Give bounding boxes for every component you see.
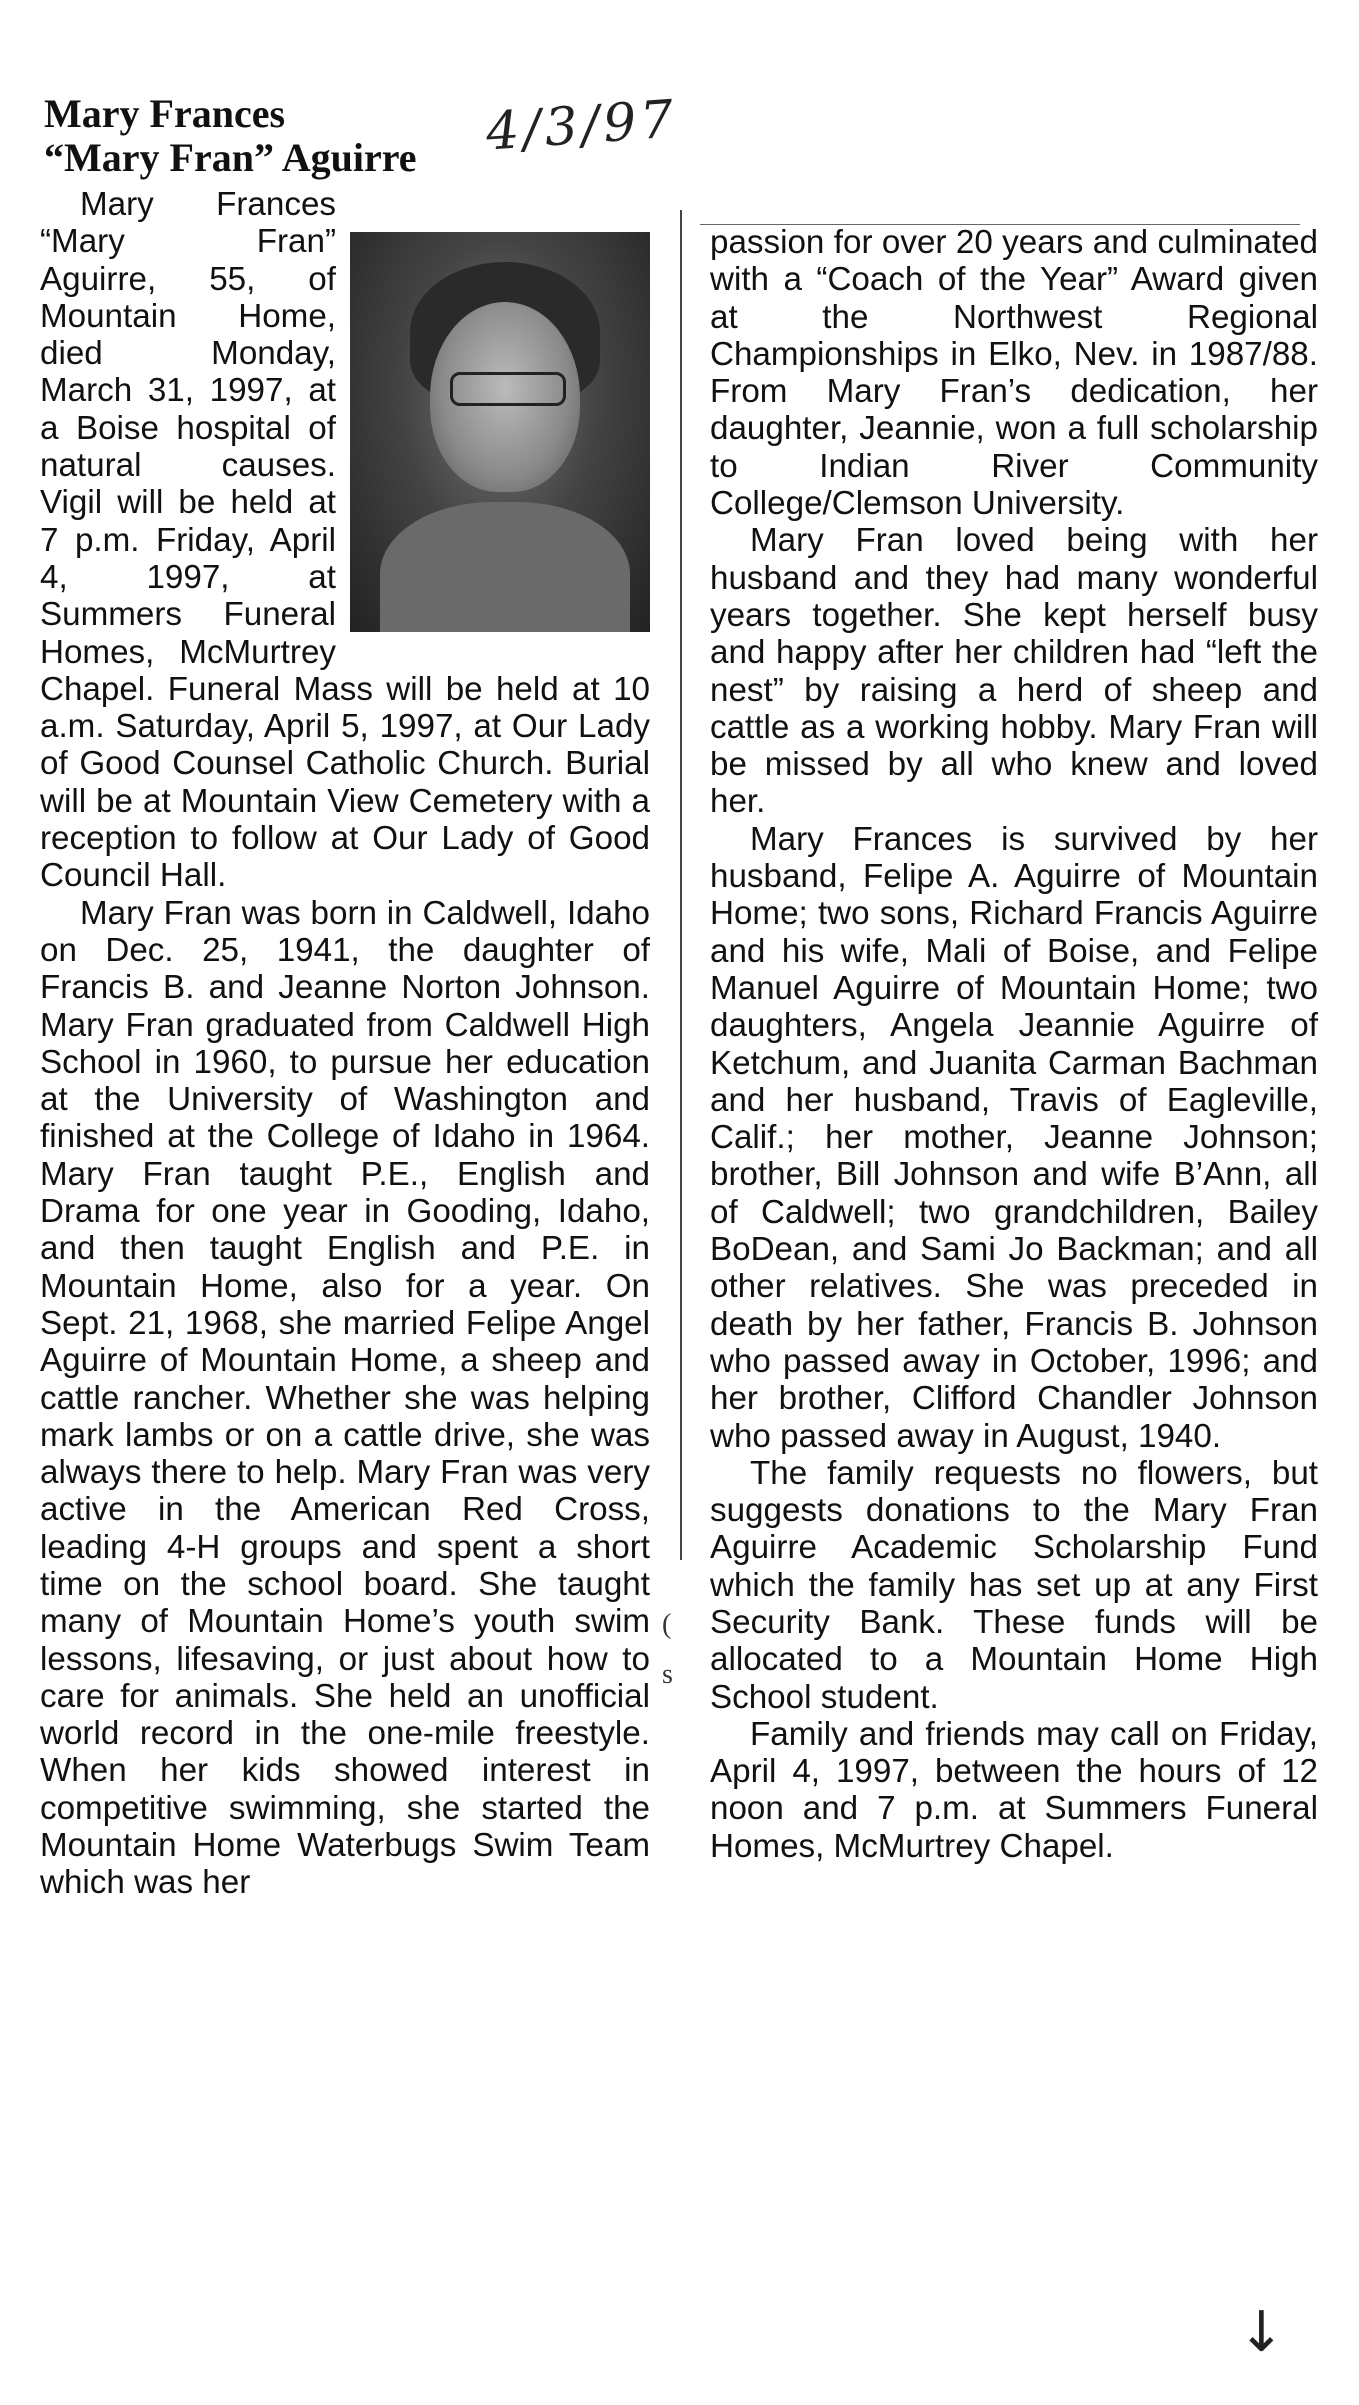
margin-mark: (	[662, 1609, 672, 1640]
portrait-photo	[350, 232, 650, 632]
photo-glasses	[450, 372, 566, 406]
right-paragraph-1: passion for over 20 years and culminated with a “Coach of the Year” Award given at the Northwest Regional Championships in Elko, Nev. in 1987/88. From Mary Fran’s dedication, her daughter, Jeannie, won a full scholarship to Indian River Community College/Clemson University.	[710, 224, 1318, 523]
right-paragraph-3: Mary Frances is survived by her husband, Felipe A. Aguirre of Mountain Home; two sons, Richard Francis Aguirre and his wife, Mali of Boise, and Felipe Manuel Aguirre of Mountain Home; two daughters, Angela Jeannie Aguirre of Ketchum, and Juanita Carman Bachman and her husband, Travis of Eagleville, Calif.; her mother, Jeanne Johnson; brother, Bill Johnson and wife B’Ann, all of Caldwell; two grandchildren, Bailey BoDean, and Sami Jo Backman; and all other relatives. She was preceded in death by her father, Francis B. Johnson who passed away in October, 1996; and her brother, Clifford Chandler Johnson who passed away in August, 1940.	[710, 820, 1318, 1455]
right-column	[710, 224, 1318, 1865]
right-paragraph-2: Mary Fran loved being with her husband and they had many wonderful years together. She kept herself busy and happy after her children had “left the nest” by raising a herd of sheep and cattle as a working hobby. Mary Fran will be missed by all who knew and loved her.	[710, 522, 1318, 821]
obituary-headline	[44, 92, 464, 180]
column-divider	[680, 210, 682, 1560]
handwritten-date: 4/3/97	[484, 89, 680, 163]
left-column	[40, 186, 650, 1902]
left-paragraph-1: Mary Frances “Mary Fran” Aguirre, 55, of Mountain Home, died Monday, March 31, 1997, at a Boise hospital of natural causes. Vigil will be held at 7 p.m. Friday, April 4, 1997, at Summers Funeral Homes, McMurtrey Chapel. Funeral Mass will be held at 10 a.m. Saturday, April 5, 1997, at Our Lady of Good Counsel Catholic Church. Burial will be at Mountain View Cemetery with a reception to follow at Our Lady of Good Council Hall.	[40, 186, 650, 895]
headline-line-2: “Mary Fran” Aguirre	[44, 135, 417, 180]
photo-body	[380, 502, 630, 632]
arrow-down-icon: ↓	[1238, 2300, 1285, 2365]
right-paragraph-4: The family requests no flowers, but suggests donations to the Mary Fran Aguirre Academic Scholarship Fund which the family has set up at any First Security Bank. These funds will be allocated to a Mountain Home High School student.	[710, 1454, 1318, 1716]
right-paragraph-5: Family and friends may call on Friday, April 4, 1997, between the hours of 12 noon and 7 p.m. at Summers Funeral Homes, McMurtrey Chapel.	[710, 1715, 1318, 1865]
margin-mark: s	[662, 1659, 673, 1690]
headline-line-1: Mary Frances	[44, 91, 286, 136]
margin-marks	[662, 1600, 692, 1700]
left-paragraph-2: Mary Fran was born in Caldwell, Idaho on Dec. 25, 1941, the daughter of Francis B. and Jeanne Norton Johnson. Mary Fran graduated from Caldwell High School in 1960, to pursue her education at the University of Washington and finished at the College of Idaho in 1964. Mary Fran taught P.E., English and Drama for one year in Gooding, Idaho, and then taught English and P.E. in Mountain Home, also for a year. On Sept. 21, 1968, she married Felipe Angel Aguirre of Mountain Home, a sheep and cattle rancher. Whether she was helping mark lambs or on a cattle drive, she was always there to help. Mary Fran was very active in the American Red Cross, leading 4-H groups and spent a short time on the school board. She taught many of Mountain Home’s youth swim lessons, lifesaving, or just about how to care for animals. She held an unofficial world record in the one-mile freestyle. When her kids showed interest in competitive swimming, she started the Mountain Home Waterbugs Swim Team which was her	[40, 894, 650, 1902]
